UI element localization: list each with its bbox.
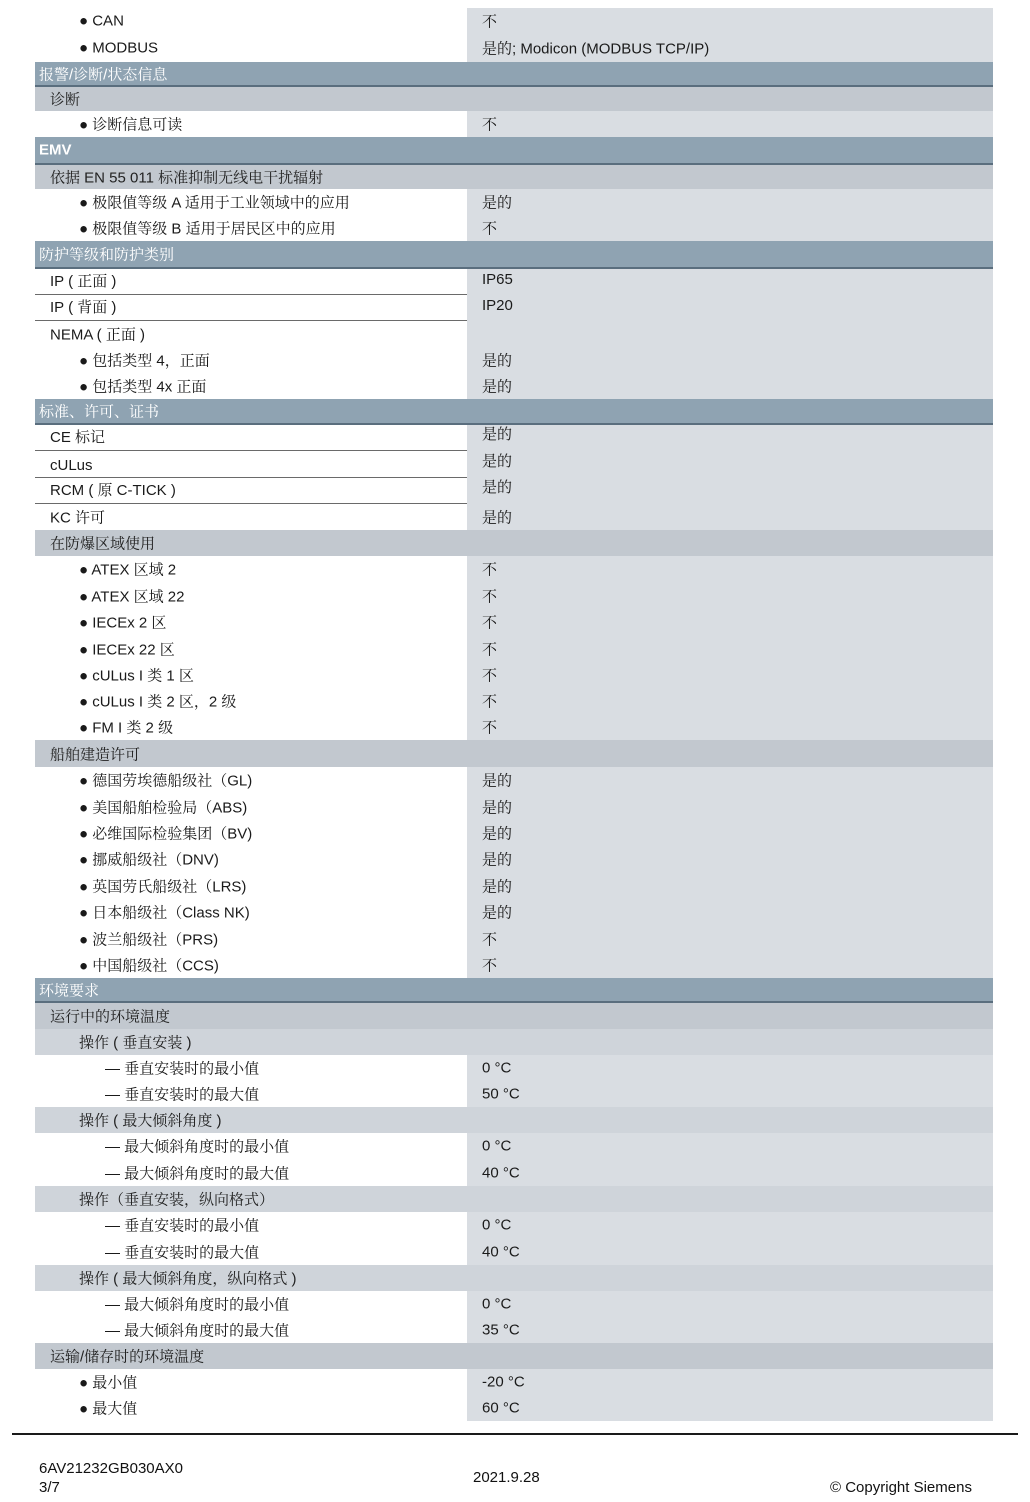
row-value: 不 [482, 116, 498, 134]
row-value: 0 °C [482, 1216, 512, 1234]
header-label: 操作 ( 最大倾斜角度，纵向格式 ) [79, 1270, 297, 1288]
row-value: 是的 [482, 509, 513, 527]
table-row [35, 321, 993, 347]
row-value-cell [467, 846, 993, 872]
spec-table [35, 8, 993, 1421]
row-label: IP ( 背面 ) [50, 299, 117, 316]
row-label: — 最大倾斜角度时的最小值 [105, 1296, 290, 1314]
row-value-cell [467, 793, 993, 820]
row-value-cell [467, 662, 993, 688]
row-label: — 最大倾斜角度时的最小值 [105, 1138, 290, 1156]
subsection-header [35, 530, 993, 556]
row-label-cell [35, 688, 467, 714]
table-row [35, 767, 993, 793]
table-row [35, 714, 993, 740]
row-value: 是的; Modicon (MODBUS TCP/IP) [482, 40, 710, 58]
row-label: ● cULus I 类 1 区 [79, 667, 194, 685]
table-row [35, 8, 993, 34]
table-row [35, 688, 993, 714]
header-label: 防护等级和防护类别 [39, 246, 175, 264]
row-label-cell [35, 321, 467, 347]
table-row [35, 373, 993, 399]
header-label: 报警/诊断/状态信息 [39, 66, 168, 83]
row-label: ● CAN [79, 12, 124, 30]
row-value-cell [467, 215, 993, 241]
table-row [35, 425, 993, 451]
row-value: 是的 [482, 378, 513, 396]
section-header [35, 399, 993, 425]
table-row [35, 478, 993, 504]
table-row [35, 1081, 993, 1107]
table-row [35, 1317, 993, 1343]
row-label-cell [35, 451, 467, 478]
table-row [35, 662, 993, 688]
row-label-cell [35, 820, 467, 846]
row-label: ● 英国劳氏船级社（LRS) [79, 878, 247, 895]
row-value-cell [467, 1081, 993, 1107]
subsection-header [35, 1003, 993, 1029]
section-header [35, 241, 993, 269]
table-row [35, 925, 993, 952]
row-value-cell [467, 714, 993, 740]
table-row [35, 556, 993, 582]
table-row [35, 215, 993, 241]
row-label: ● 日本船级社（Class NK) [79, 904, 250, 922]
row-label-cell [35, 1238, 467, 1265]
table-row [35, 34, 993, 62]
subsection-header [35, 165, 993, 189]
row-value: 40 °C [482, 1243, 520, 1260]
row-value: 不 [482, 719, 498, 737]
header-label: 在防爆区域使用 [50, 535, 156, 553]
table-row [35, 872, 993, 899]
subsection-header [35, 1029, 993, 1055]
row-label: ● IECEx 22 区 [79, 641, 175, 658]
row-value: 不 [482, 13, 498, 31]
row-value-cell [467, 872, 993, 899]
article-number: 6AV21232GB030AX0 [39, 1460, 184, 1477]
table-row [35, 820, 993, 846]
row-value-cell [467, 767, 993, 793]
table-row [35, 269, 993, 295]
row-label-cell [35, 1212, 467, 1238]
row-label: ● 中国船级社（CCS) [79, 957, 219, 975]
row-label-cell [35, 478, 467, 504]
row-label-cell [35, 1081, 467, 1107]
row-label-cell [35, 1291, 467, 1317]
row-label: ● ATEX 区域 2 [79, 561, 177, 579]
header-label: 诊断 [50, 91, 81, 109]
row-value-cell [467, 1395, 993, 1421]
row-label: — 垂直安装时的最小值 [105, 1217, 260, 1235]
header-label: 运输/储存时的环境温度 [50, 1348, 205, 1366]
row-value-cell [467, 478, 993, 504]
row-label: ● 最小值 [79, 1374, 138, 1392]
header-label: 依据 EN 55 011 标准抑制无线电干扰辐射 [50, 169, 324, 187]
row-label-cell [35, 8, 467, 34]
row-value: 是的 [482, 772, 513, 790]
row-value: 不 [482, 667, 498, 685]
row-value: 是的 [482, 799, 513, 816]
row-value: 0 °C [482, 1137, 512, 1155]
row-value: 是的 [482, 453, 513, 470]
table-row [35, 1369, 993, 1395]
row-label: ● 波兰船级社（PRS) [79, 931, 219, 948]
row-label-cell [35, 556, 467, 582]
table-row [35, 1133, 993, 1159]
row-value-cell [467, 425, 993, 451]
row-label: cULus [50, 457, 93, 474]
footer-divider [12, 1433, 1018, 1435]
subsection-header [35, 87, 993, 111]
document-date: 2021.9.28 [473, 1469, 540, 1486]
row-value-cell [467, 582, 993, 609]
table-row [35, 635, 993, 662]
row-label-cell [35, 714, 467, 740]
row-value-cell [467, 609, 993, 635]
row-label: ● 包括类型 4，正面 [79, 352, 210, 370]
row-value-cell [467, 635, 993, 662]
row-value: 是的 [482, 426, 513, 443]
row-value: 40 °C [482, 1164, 520, 1181]
table-row [35, 793, 993, 820]
row-value: -20 °C [482, 1373, 525, 1391]
row-label: ● 必维国际检验集团（BV) [79, 825, 253, 843]
row-label: — 垂直安装时的最大值 [105, 1244, 260, 1261]
header-label: 环境要求 [39, 982, 100, 999]
table-row [35, 451, 993, 478]
section-header [35, 137, 993, 165]
row-value-cell [467, 373, 993, 399]
row-label-cell [35, 295, 467, 321]
row-value: 是的 [482, 878, 513, 895]
row-label: KC 许可 [50, 509, 106, 527]
row-value-cell [467, 321, 993, 347]
row-label: ● 美国船舶检验局（ABS) [79, 799, 248, 816]
row-label: — 垂直安装时的最大值 [105, 1086, 260, 1104]
row-label-cell [35, 504, 467, 530]
table-row [35, 111, 993, 137]
row-value: 不 [482, 614, 498, 632]
row-label-cell [35, 215, 467, 241]
row-value-cell [467, 952, 993, 978]
row-value: 不 [482, 641, 498, 658]
header-label: 运行中的环境温度 [50, 1008, 171, 1026]
row-label: ● 最大值 [79, 1400, 138, 1418]
row-label: ● MODBUS [79, 39, 159, 57]
header-label: 操作（垂直安装，纵向格式） [79, 1191, 275, 1209]
row-label-cell [35, 1395, 467, 1421]
header-label: EMV [39, 141, 72, 159]
table-row [35, 1291, 993, 1317]
row-label-cell [35, 1159, 467, 1186]
row-label: ● cULus I 类 2 区，2 级 [79, 693, 237, 711]
row-value: 是的 [482, 194, 513, 212]
row-label: NEMA ( 正面 ) [50, 326, 146, 344]
row-value: 60 °C [482, 1399, 520, 1417]
row-label: ● FM I 类 2 级 [79, 719, 174, 737]
row-value: 是的 [482, 479, 513, 496]
row-value-cell [467, 556, 993, 582]
row-value-cell [467, 347, 993, 373]
header-label: 船舶建造许可 [50, 746, 141, 763]
row-label-cell [35, 34, 467, 62]
row-label-cell [35, 582, 467, 609]
row-value-cell [467, 111, 993, 137]
row-label: ● 包括类型 4x 正面 [79, 378, 207, 396]
row-value: 不 [482, 693, 498, 711]
row-label-cell [35, 952, 467, 978]
row-label-cell [35, 425, 467, 451]
row-value-cell [467, 8, 993, 34]
row-label-cell [35, 1133, 467, 1159]
row-label: ● 挪威船级社（DNV) [79, 851, 219, 869]
row-label-cell [35, 1317, 467, 1343]
row-label: ● IECEx 2 区 [79, 614, 167, 632]
row-value-cell [467, 1055, 993, 1081]
row-value: 是的 [482, 851, 513, 869]
row-label-cell [35, 269, 467, 295]
table-row [35, 846, 993, 872]
header-label: 操作 ( 垂直安装 ) [79, 1034, 192, 1052]
row-value: 0 °C [482, 1059, 512, 1077]
row-value-cell [467, 1317, 993, 1343]
row-value: 是的 [482, 904, 513, 922]
row-label-cell [35, 189, 467, 215]
row-value-cell [467, 1291, 993, 1317]
row-value-cell [467, 820, 993, 846]
page-number: 3/7 [39, 1479, 60, 1496]
row-label-cell [35, 872, 467, 899]
row-label: ● 诊断信息可读 [79, 116, 183, 134]
row-value-cell [467, 1369, 993, 1395]
row-value: IP65 [482, 271, 513, 288]
row-label-cell [35, 925, 467, 952]
row-value-cell [467, 1238, 993, 1265]
row-value-cell [467, 1133, 993, 1159]
header-label: 标准、许可、证书 [39, 403, 160, 421]
row-label: ● ATEX 区域 22 [79, 588, 185, 605]
row-value: 35 °C [482, 1321, 520, 1339]
table-row [35, 189, 993, 215]
table-row [35, 1395, 993, 1421]
table-row [35, 899, 993, 925]
row-value: 不 [482, 957, 498, 975]
row-value-cell [467, 189, 993, 215]
row-label-cell [35, 1055, 467, 1081]
row-value: 不 [482, 561, 498, 579]
table-row [35, 1238, 993, 1265]
row-label-cell [35, 635, 467, 662]
row-value: 不 [482, 220, 498, 238]
row-label-cell [35, 347, 467, 373]
section-header [35, 978, 993, 1003]
row-label-cell [35, 846, 467, 872]
row-value: 是的 [482, 352, 513, 370]
table-row [35, 347, 993, 373]
row-value-cell [467, 925, 993, 952]
row-value: IP20 [482, 297, 513, 314]
row-label: — 最大倾斜角度时的最大值 [105, 1165, 290, 1182]
table-row [35, 1055, 993, 1081]
row-label: — 最大倾斜角度时的最大值 [105, 1322, 290, 1340]
table-row [35, 609, 993, 635]
row-label-cell [35, 1369, 467, 1395]
row-label-cell [35, 111, 467, 137]
row-label: ● 极限值等级 B 适用于居民区中的应用 [79, 220, 336, 238]
row-value-cell [467, 1212, 993, 1238]
subsection-header [35, 1343, 993, 1369]
row-value-cell [467, 688, 993, 714]
row-label: — 垂直安装时的最小值 [105, 1060, 260, 1078]
row-label-cell [35, 899, 467, 925]
subsection-header [35, 1265, 993, 1291]
row-value-cell [467, 295, 993, 321]
table-row [35, 504, 993, 530]
subsection-header [35, 740, 993, 767]
row-label: RCM ( 原 C-TICK ) [50, 482, 176, 499]
row-value: 0 °C [482, 1295, 512, 1313]
row-value: 不 [482, 931, 498, 948]
table-row [35, 1212, 993, 1238]
row-value-cell [467, 34, 993, 62]
row-label-cell [35, 609, 467, 635]
row-label-cell [35, 662, 467, 688]
subsection-header [35, 1186, 993, 1212]
subsection-header [35, 1107, 993, 1133]
row-value: 50 °C [482, 1085, 520, 1103]
table-row [35, 582, 993, 609]
table-row [35, 1159, 993, 1186]
table-row [35, 952, 993, 978]
row-label: ● 极限值等级 A 适用于工业领域中的应用 [79, 194, 350, 212]
row-label-cell [35, 793, 467, 820]
section-header [35, 62, 993, 87]
row-label-cell [35, 373, 467, 399]
row-value-cell [467, 899, 993, 925]
row-label: IP ( 正面 ) [50, 273, 117, 290]
row-label: CE 标记 [50, 429, 106, 446]
row-value: 不 [482, 588, 498, 605]
table-row [35, 295, 993, 321]
row-value-cell [467, 1159, 993, 1186]
row-label-cell [35, 767, 467, 793]
row-label: ● 德国劳埃德船级社（GL) [79, 772, 253, 790]
row-value: 是的 [482, 825, 513, 843]
copyright: © Copyright Siemens [830, 1479, 972, 1496]
row-value-cell [467, 269, 993, 295]
row-value-cell [467, 451, 993, 478]
header-label: 操作 ( 最大倾斜角度 ) [79, 1112, 222, 1130]
row-value-cell [467, 504, 993, 530]
